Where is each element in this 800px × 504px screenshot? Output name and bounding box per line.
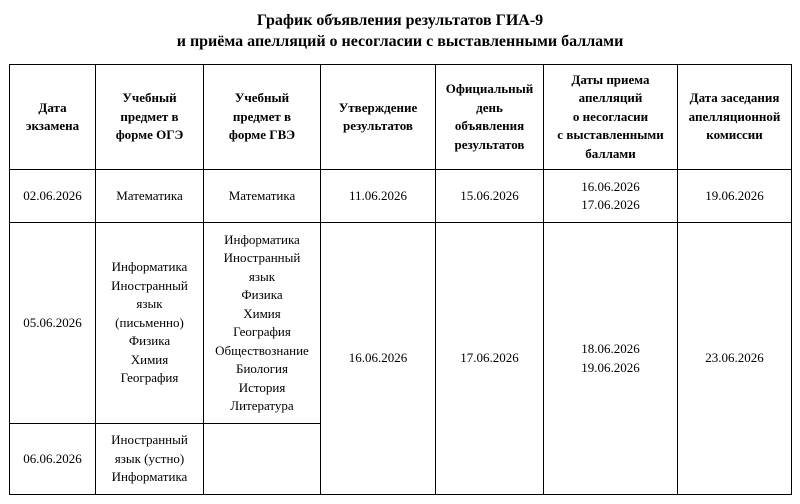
subject-item: Информатика [111, 469, 188, 485]
commission-date-cell: 19.06.2026 [678, 170, 792, 223]
table-row [10, 223, 792, 424]
subject-item: Математика [116, 187, 183, 203]
subject-item: Физика [241, 287, 283, 302]
subject-item: Информатика [224, 231, 300, 247]
appeal-dates-cell [544, 170, 678, 223]
subject-item: Иностранный [111, 277, 188, 293]
header-approval [321, 65, 436, 170]
subject-item: Биология [235, 361, 288, 376]
header-announcement [436, 65, 544, 170]
subject-item: Химия [130, 351, 169, 367]
exam-date-cell: 06.06.2026 [10, 424, 96, 495]
title-line-2: и приёма апелляций о несогласии с выставленными баллами [176, 33, 624, 50]
header-row [10, 65, 792, 170]
appeal-date: 18.06.2026 [581, 341, 640, 356]
title-line-1: График объявления результатов ГИА-9 [256, 12, 544, 29]
subject-item: язык [248, 268, 276, 284]
header-line: о несогласии [572, 108, 649, 124]
header-line: апелляционной [688, 108, 781, 124]
gve-subjects-cell-empty [204, 424, 321, 495]
header-line: результатов [343, 118, 413, 133]
gve-subjects-cell [204, 170, 321, 223]
subject-item: язык [136, 296, 163, 312]
appeal-dates-cell [544, 223, 678, 495]
subject-item: Химия [243, 305, 281, 321]
appeal-date: 19.06.2026 [581, 359, 640, 375]
appeal-date: 16.06.2026 [581, 178, 640, 194]
header-line: Официальный [445, 81, 534, 96]
header-line: Утверждение [338, 99, 418, 115]
approval-date-cell: 16.06.2026 [321, 223, 436, 495]
header-line: форме ОГЭ [115, 127, 184, 143]
document-title [0, 10, 800, 52]
subject-item: язык (устно) [114, 450, 185, 466]
oge-subjects-cell [96, 223, 204, 424]
subject-item: Иностранный [111, 432, 188, 448]
header-appeal-dates [544, 65, 678, 170]
exam-date-cell: 05.06.2026 [10, 223, 96, 424]
appeal-date: 17.06.2026 [581, 197, 640, 212]
subject-item: Физика [128, 333, 171, 349]
header-line: предмет в [120, 108, 179, 124]
commission-date-cell: 23.06.2026 [678, 223, 792, 495]
subject-item: Иностранный [223, 250, 301, 265]
subject-item: Литература [230, 398, 294, 413]
header-line: результатов [454, 136, 525, 152]
header-oge-subject [96, 65, 204, 170]
results-schedule-table [9, 64, 792, 495]
subject-item: География [233, 324, 291, 339]
table-row [10, 170, 792, 223]
header-gve-subject [204, 65, 321, 170]
header-line: с выставленными [557, 127, 664, 143]
header-line: Учебный [234, 90, 290, 106]
announcement-date-cell: 15.06.2026 [436, 170, 544, 223]
header-line: форме ГВЭ [228, 127, 296, 143]
subject-item: Математика [228, 187, 296, 203]
header-line: объявления [454, 118, 525, 133]
header-line: экзамена [25, 118, 80, 133]
subject-item: Информатика [111, 259, 188, 275]
header-line: Даты приема [571, 71, 650, 87]
header-commission [678, 65, 792, 170]
header-line: Дата [38, 99, 67, 115]
subject-item: Обществознание [215, 342, 309, 358]
oge-subjects-cell [96, 424, 204, 495]
header-line: апелляций [578, 90, 643, 106]
header-line: предмет в [232, 108, 292, 124]
subject-item: (письменно) [115, 314, 184, 330]
header-line: комиссии [706, 127, 763, 143]
header-line: Учебный [122, 90, 177, 106]
header-line: Дата заседания [689, 90, 780, 106]
header-exam-date [10, 65, 96, 170]
approval-date-cell: 11.06.2026 [321, 170, 436, 223]
exam-date-cell: 02.06.2026 [10, 170, 96, 223]
subject-item: История [238, 379, 286, 395]
announcement-date-cell: 17.06.2026 [436, 223, 544, 495]
oge-subjects-cell [96, 170, 204, 223]
gve-subjects-cell [204, 223, 321, 424]
header-line: баллами [585, 145, 636, 161]
subject-item: География [120, 370, 179, 386]
header-line: день [476, 99, 503, 115]
